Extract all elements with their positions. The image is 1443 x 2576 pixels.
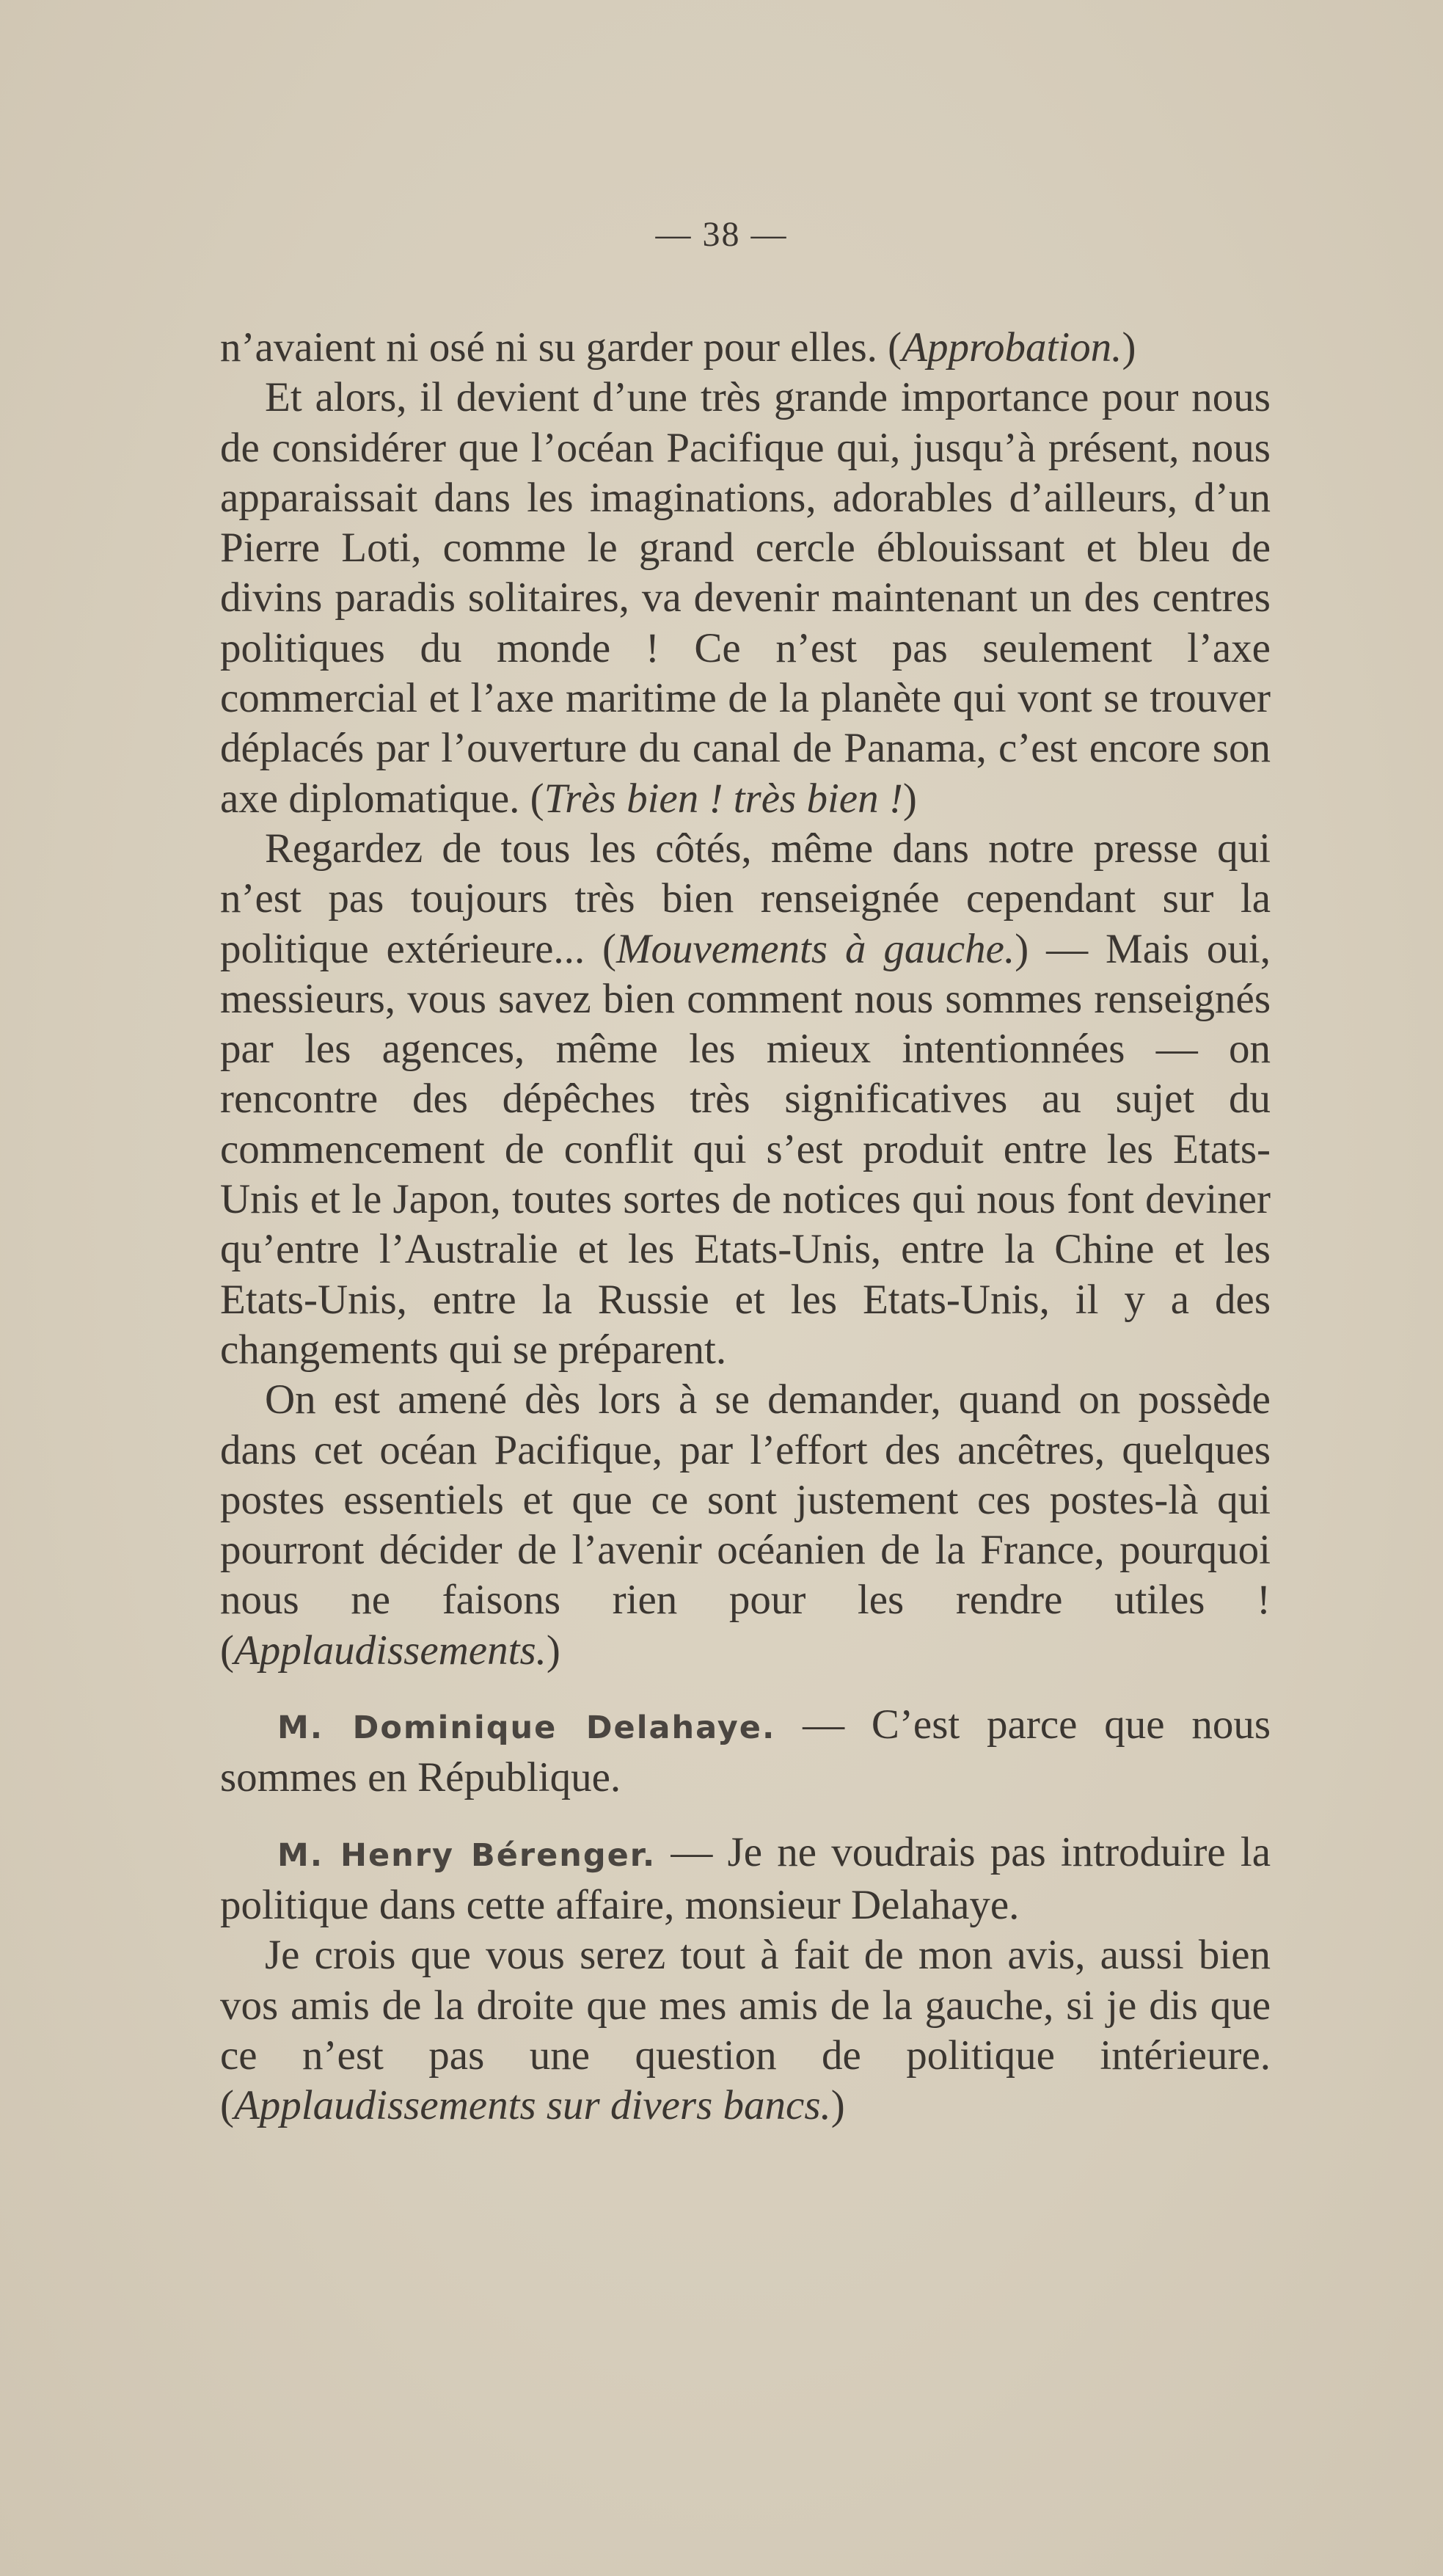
paragraph-approbation: n’avaient ni osé ni su garder pour elles. (Approbation.): [220, 324, 1136, 371]
interjection-delahaye: [220, 1700, 1271, 1803]
paragraph-text: Regardez de tous les côtés, même dans notre presse qui n’est pas toujours très bien renseignée cependant sur la politique extérieure...: [220, 825, 1271, 972]
speech-text: — C’est parce que nous sommes en République.: [220, 1701, 1271, 1801]
paragraph-text: On est amené dès lors à se demander, quand on possède dans cet océan Pacifique, par l’effort des ancêtres, quelques postes essentiels et que ce sont justement ces postes-là qui pourront décider de l’avenir océanien de la France, pourquoi nous ne faisons rien pour les rendre utiles !: [220, 1376, 1271, 1624]
stage-direction: Applaudissements sur divers bancs.: [233, 2082, 831, 2129]
page-number: — 38 —: [655, 215, 788, 254]
interjection-berenger: [220, 1828, 1271, 1931]
paragraph-text: n’avaient ni osé ni su garder pour elles.: [220, 324, 888, 371]
text-body: [220, 323, 1271, 2131]
paragraph-pacifique: Et alors, il devient d’une très grande importance pour nous de considérer que l’océan Pacifique qui, jusqu’à présent, nous apparaissait dans les imaginations, adorables d’ailleurs, d’un Pierre Loti, comme le grand cercle éblouissant et bleu de divins paradis solitaires, va devenir maintenant un des centres politiques du monde ! Ce n’est pas seulement l’axe commercial et l’axe maritime de la planète qui vont se trouver déplacés par l’ouverture du canal de Panama, c’est encore son axe diplomatique. (Très bien ! très bien !): [220, 374, 1271, 822]
paragraph-text: Je crois que vous serez tout à fait de mon avis, aussi bien vos amis de la droite que mes amis de la gauche, si je dis que ce n’est pas une question de politique intérieure.: [220, 1932, 1271, 2079]
paragraph-on-est-amene: On est amené dès lors à se demander, quand on possède dans cet océan Pacifique, par l’effort des ancêtres, quelques postes essentiels et que ce sont justement ces postes-là qui pourront décider de l’avenir océanien de la France, pourquoi nous ne faisons rien pour les rendre utiles ! (Applaudissements.): [220, 1376, 1271, 1674]
stage-direction: Applaudissements.: [233, 1627, 547, 1674]
paragraph-text: Et alors, il devient d’une très grande importance pour nous de considérer que l’océan Pacifique qui, jusqu’à présent, nous apparaissait dans les imaginations, adorables d’ailleurs, d’un Pierre Loti, comme le grand cercle éblouissant et bleu de divins paradis solitaires, va devenir maintenant un des centres politiques du monde ! Ce n’est pas seulement l’axe commercial et l’axe maritime de la planète qui vont se trouver déplacés par l’ouverture du canal de Panama, c’est encore son axe diplomatique.: [220, 374, 1271, 822]
stage-direction: Mouvements à gauche.: [616, 925, 1015, 972]
speech-text: — Je ne voudrais pas introduire la politique dans cette affaire, monsieur Delahaye.: [220, 1828, 1271, 1928]
stage-direction: Très bien ! très bien !: [544, 775, 903, 822]
speaker-name: M. Dominique Delahaye.: [277, 1710, 776, 1747]
speaker-name: M. Henry Bérenger.: [277, 1836, 657, 1874]
paragraph-regardez: Regardez de tous les côtés, même dans notre presse qui n’est pas toujours très bien renseignée cependant sur la politique extérieure... (Mouvements à gauche.) — Mais oui, messieurs, vous savez bien comment nous sommes renseignés par les agences, même les mieux intentionnées — on rencontre des dépêches très significatives au sujet du commencement de conflit qui s’est produit entre les Etats-Unis et le Japon, toutes sortes de notices qui nous font deviner qu’entre l’Australie et les Etats-Unis, entre la Chine et les Etats-Unis, entre la Russie et les Etats-Unis, il y a des changements qui se préparent.: [220, 825, 1271, 1373]
stage-direction: Approbation.: [902, 324, 1122, 371]
paragraph-je-crois: Je crois que vous serez tout à fait de mon avis, aussi bien vos amis de la droite que mes amis de la gauche, si je dis que ce n’est pas une question de politique intérieure. (Applaudissements sur divers bancs.): [220, 1932, 1271, 2129]
paragraph-text-continued: — Mais oui, messieurs, vous savez bien comment nous sommes renseignés par les agences, même les mieux intentionnées — on rencontre des dépêches très significatives au sujet du commencement de conflit qui s’est produit entre les Etats-Unis et le Japon, toutes sortes de notices qui nous font deviner qu’entre l’Australie et les Etats-Unis, entre la Chine et les Etats-Unis, entre la Russie et les Etats-Unis, il y a des changements qui se préparent.: [220, 925, 1271, 1373]
